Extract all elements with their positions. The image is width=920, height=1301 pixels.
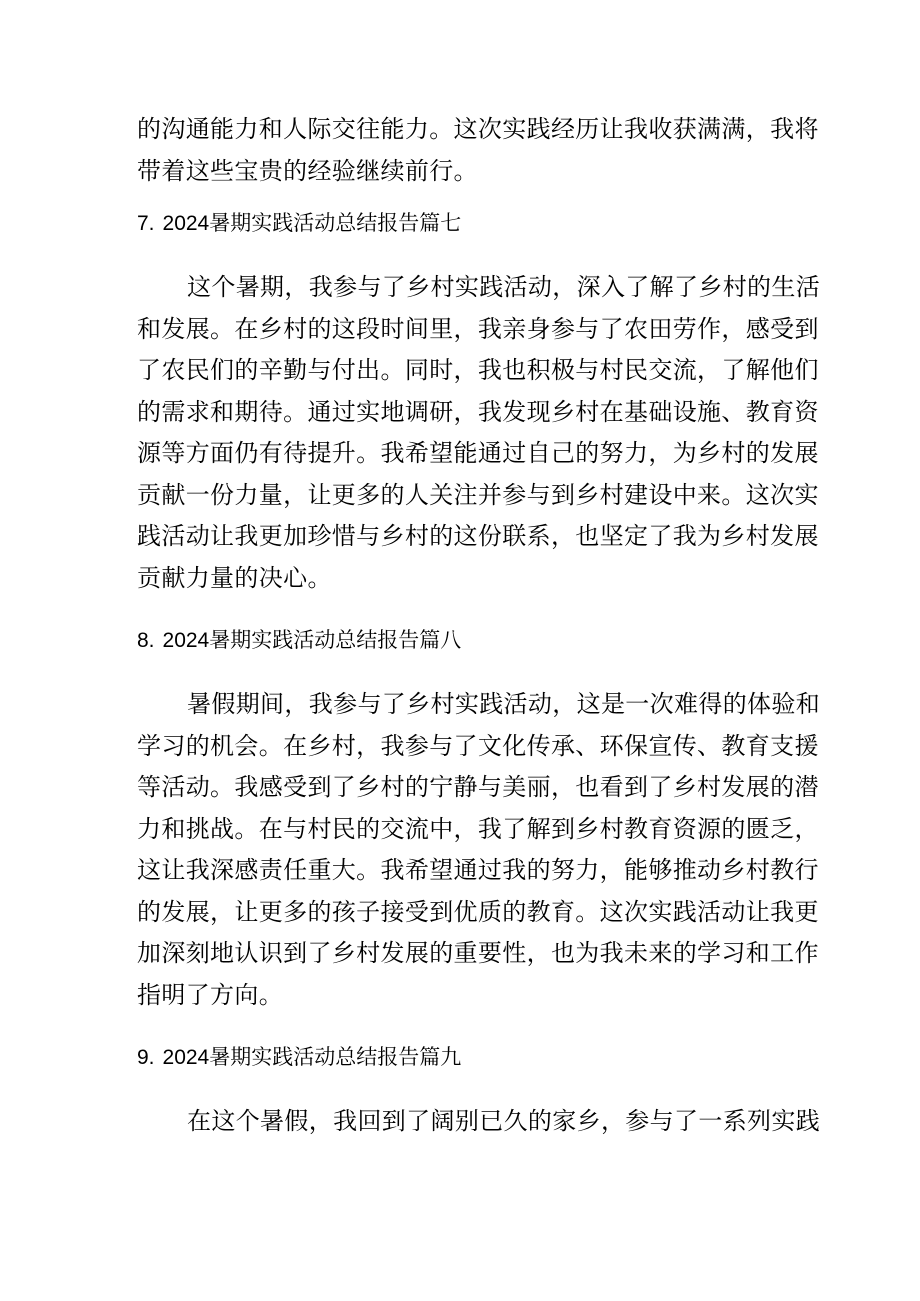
section-paragraph-9 (137, 1101, 821, 1143)
paragraph-line: 加深刻地认识到了乡村发展的重要性，也为我未来的学习和工作 (137, 939, 819, 967)
paragraph-line: 和发展。在乡村的这段时间里，我亲身参与了农田劳作，感受到 (137, 314, 819, 343)
paragraph-line: 的发展，让更多的孩子接受到优质的教育。这次实践活动让我更 (137, 897, 819, 926)
section-number: 7. (137, 212, 155, 235)
section-paragraph-7 (137, 267, 821, 599)
paragraph-line: 带着这些宝贵的经验继续前行。 (137, 156, 478, 185)
section-heading-7 (137, 209, 461, 239)
paragraph-line: 了农民们的辛勤与付出。同时，我也积极与村民交流，了解他们 (137, 356, 819, 384)
paragraph-line: 在这个暑假，我回到了阔别已久的家乡，参与了一系列实践 (187, 1107, 821, 1135)
paragraph-line: 这让我深感责任重大。我希望通过我的努力，能够推动乡村教行 (137, 856, 819, 884)
section-title: 2024暑期实践活动总结报告篇九 (162, 1046, 462, 1069)
paragraph-line: 贡献一份力量，让更多的人关注并参与到乡村建设中来。这次实 (137, 480, 819, 509)
paragraph-line: 暑假期间，我参与了乡村实践活动，这是一次难得的体验和 (187, 690, 821, 718)
section-title: 2024暑期实践活动总结报告篇八 (162, 629, 462, 652)
section-number: 9. (137, 1046, 155, 1069)
paragraph-line: 的需求和期待。通过实地调研，我发现乡村在基础设施、教育资 (137, 397, 819, 426)
section-heading-8 (137, 626, 461, 656)
paragraph-line: 贡献力量的决心。 (137, 563, 332, 592)
paragraph-line: 这个暑期，我参与了乡村实践活动，深入了解了乡村的生活 (187, 273, 821, 301)
section-heading-9 (137, 1043, 461, 1073)
paragraph-line: 等活动。我感受到了乡村的宁静与美丽，也看到了乡村发展的潜 (137, 773, 819, 801)
paragraph-line: 力和挑战。在与村民的交流中，我了解到乡村教育资源的匮乏， (137, 814, 819, 843)
paragraph-line: 源等方面仍有待提升。我希望能通过自己的努力，为乡村的发展 (137, 439, 819, 467)
intro-paragraph (137, 109, 819, 192)
section-paragraph-8 (137, 684, 821, 1016)
paragraph-line: 学习的机会。在乡村，我参与了文化传承、环保宣传、教育支援 (137, 731, 819, 760)
paragraph-line: 指明了方向。 (137, 980, 284, 1009)
section-number: 8. (137, 629, 155, 652)
section-title: 2024暑期实践活动总结报告篇七 (162, 212, 462, 235)
paragraph-line: 的沟通能力和人际交往能力。这次实践经历让我收获满满，我将 (137, 115, 819, 143)
paragraph-line: 践活动让我更加珍惜与乡村的这份联系，也坚定了我为乡村发展 (137, 522, 819, 550)
